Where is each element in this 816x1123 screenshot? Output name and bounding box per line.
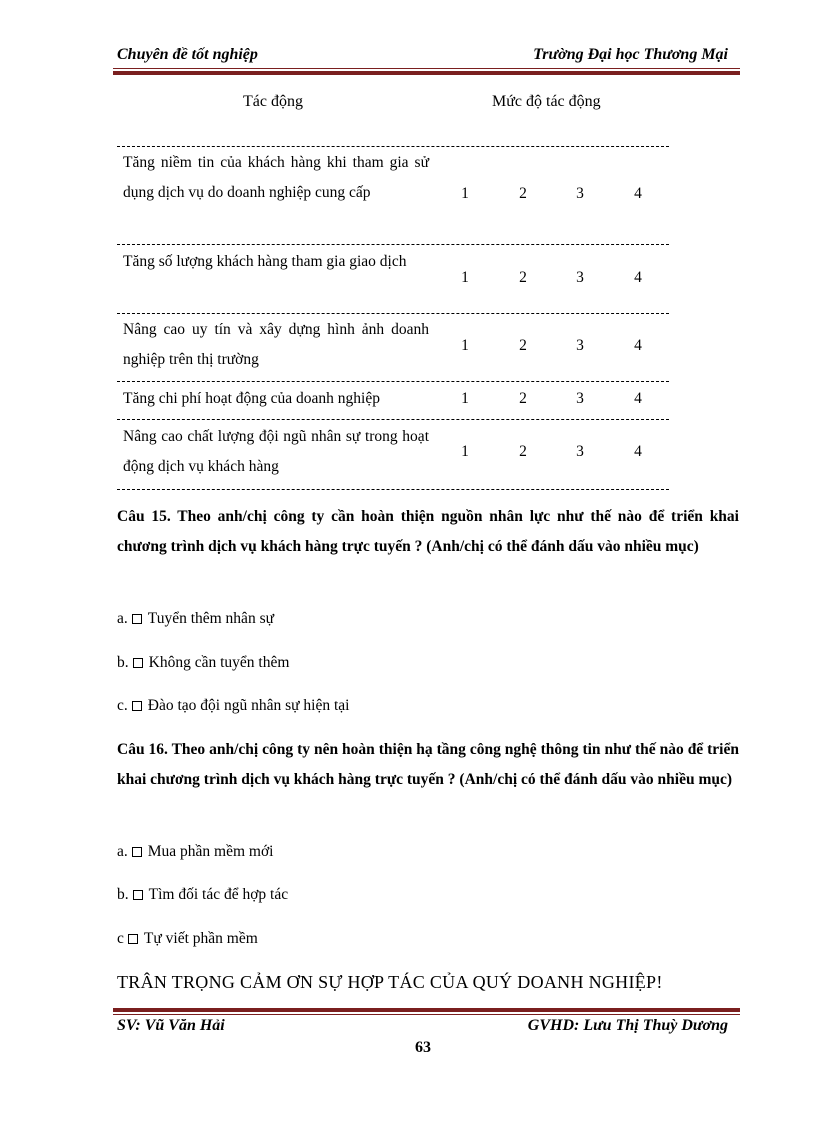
option-letter: c bbox=[117, 930, 124, 947]
score-2: 2 bbox=[519, 337, 527, 354]
footer-rule bbox=[113, 1008, 740, 1012]
header-left: Chuyên đề tốt nghiệp bbox=[117, 46, 258, 63]
checkbox-icon bbox=[133, 890, 143, 900]
checkbox-icon bbox=[132, 701, 142, 711]
row-text: Nâng cao uy tín và xây dựng hình ảnh doanh nghiệp trên thị trường bbox=[123, 321, 429, 368]
q15-option-b bbox=[117, 654, 289, 672]
footer-advisor: GVHD: Lưu Thị Thuỳ Dương bbox=[527, 1017, 728, 1034]
row-text: Tăng số lượng khách hàng tham gia giao dịch bbox=[123, 253, 407, 270]
question-16: Câu 16. Theo anh/chị công ty nên hoàn thiện hạ tầng công nghệ thông tin như thế nào để triển khai chương trình dịch vụ khách hàng trực tuyến ? (Anh/chị có thể đánh dấu vào nhiều mục) bbox=[117, 741, 739, 788]
score-1: 1 bbox=[461, 269, 469, 286]
row-text: Tăng chi phí hoạt động của doanh nghiệp bbox=[123, 390, 380, 407]
score-3: 3 bbox=[576, 443, 584, 460]
row-text: Nâng cao chất lượng đội ngũ nhân sự trong hoạt động dịch vụ khách hàng bbox=[123, 428, 429, 475]
q16-option-a bbox=[117, 843, 273, 861]
option-letter: b. bbox=[117, 886, 129, 903]
q16-option-b bbox=[117, 886, 288, 904]
table-separator bbox=[117, 419, 669, 420]
q15-option-c bbox=[117, 697, 349, 715]
score-1: 1 bbox=[461, 185, 469, 202]
score-3: 3 bbox=[576, 269, 584, 286]
option-letter: a. bbox=[117, 610, 128, 627]
score-3: 3 bbox=[576, 185, 584, 202]
table-separator bbox=[117, 244, 669, 245]
header-rule-top bbox=[113, 68, 740, 69]
option-label: Mua phần mềm mới bbox=[147, 843, 274, 860]
q15-option-a bbox=[117, 610, 274, 628]
option-letter: c. bbox=[117, 697, 128, 714]
table-separator bbox=[117, 489, 669, 490]
score-1: 1 bbox=[461, 390, 469, 407]
score-1: 1 bbox=[461, 337, 469, 354]
option-letter: b. bbox=[117, 654, 129, 671]
column-level-header: Mức độ tác động bbox=[492, 93, 601, 110]
table-separator bbox=[117, 381, 669, 382]
option-letter: a. bbox=[117, 843, 128, 860]
score-2: 2 bbox=[519, 390, 527, 407]
row-text: Tăng niềm tin của khách hàng khi tham gia sử dụng dịch vụ do doanh nghiệp cung cấp bbox=[123, 154, 429, 201]
score-3: 3 bbox=[576, 390, 584, 407]
score-4: 4 bbox=[634, 443, 642, 460]
checkbox-icon bbox=[132, 614, 142, 624]
score-2: 2 bbox=[519, 185, 527, 202]
option-label: Đào tạo đội ngũ nhân sự hiện tại bbox=[147, 697, 350, 714]
checkbox-icon bbox=[133, 658, 143, 668]
option-label: Tự viết phần mềm bbox=[143, 930, 258, 947]
score-4: 4 bbox=[634, 185, 642, 202]
header-rule bbox=[113, 71, 740, 75]
option-label: Không cần tuyển thêm bbox=[148, 654, 290, 671]
q16-option-c bbox=[117, 930, 258, 948]
question-15: Câu 15. Theo anh/chị công ty cần hoàn thiện nguồn nhân lực như thế nào để triển khai chương trình dịch vụ khách hàng trực tuyến ? (Anh/chị có thể đánh dấu vào nhiều mục) bbox=[117, 508, 739, 555]
header-right: Trường Đại học Thương Mại bbox=[533, 46, 728, 63]
score-4: 4 bbox=[634, 337, 642, 354]
footer-student: SV: Vũ Văn Hải bbox=[117, 1017, 225, 1034]
footer-rule-bottom bbox=[113, 1014, 740, 1015]
column-impact-header: Tác động bbox=[243, 93, 303, 110]
option-label: Tìm đối tác để hợp tác bbox=[148, 886, 289, 903]
score-3: 3 bbox=[576, 337, 584, 354]
table-separator bbox=[117, 146, 669, 147]
page-number: 63 bbox=[415, 1039, 431, 1056]
score-4: 4 bbox=[634, 269, 642, 286]
score-1: 1 bbox=[461, 443, 469, 460]
score-2: 2 bbox=[519, 269, 527, 286]
score-4: 4 bbox=[634, 390, 642, 407]
thank-you-line: TRÂN TRỌNG CẢM ƠN SỰ HỢP TÁC CỦA QUÝ DOANH NGHIỆP! bbox=[117, 972, 663, 992]
option-label: Tuyển thêm nhân sự bbox=[147, 610, 274, 627]
checkbox-icon bbox=[132, 847, 142, 857]
score-2: 2 bbox=[519, 443, 527, 460]
checkbox-icon bbox=[128, 934, 138, 944]
table-separator bbox=[117, 313, 669, 314]
